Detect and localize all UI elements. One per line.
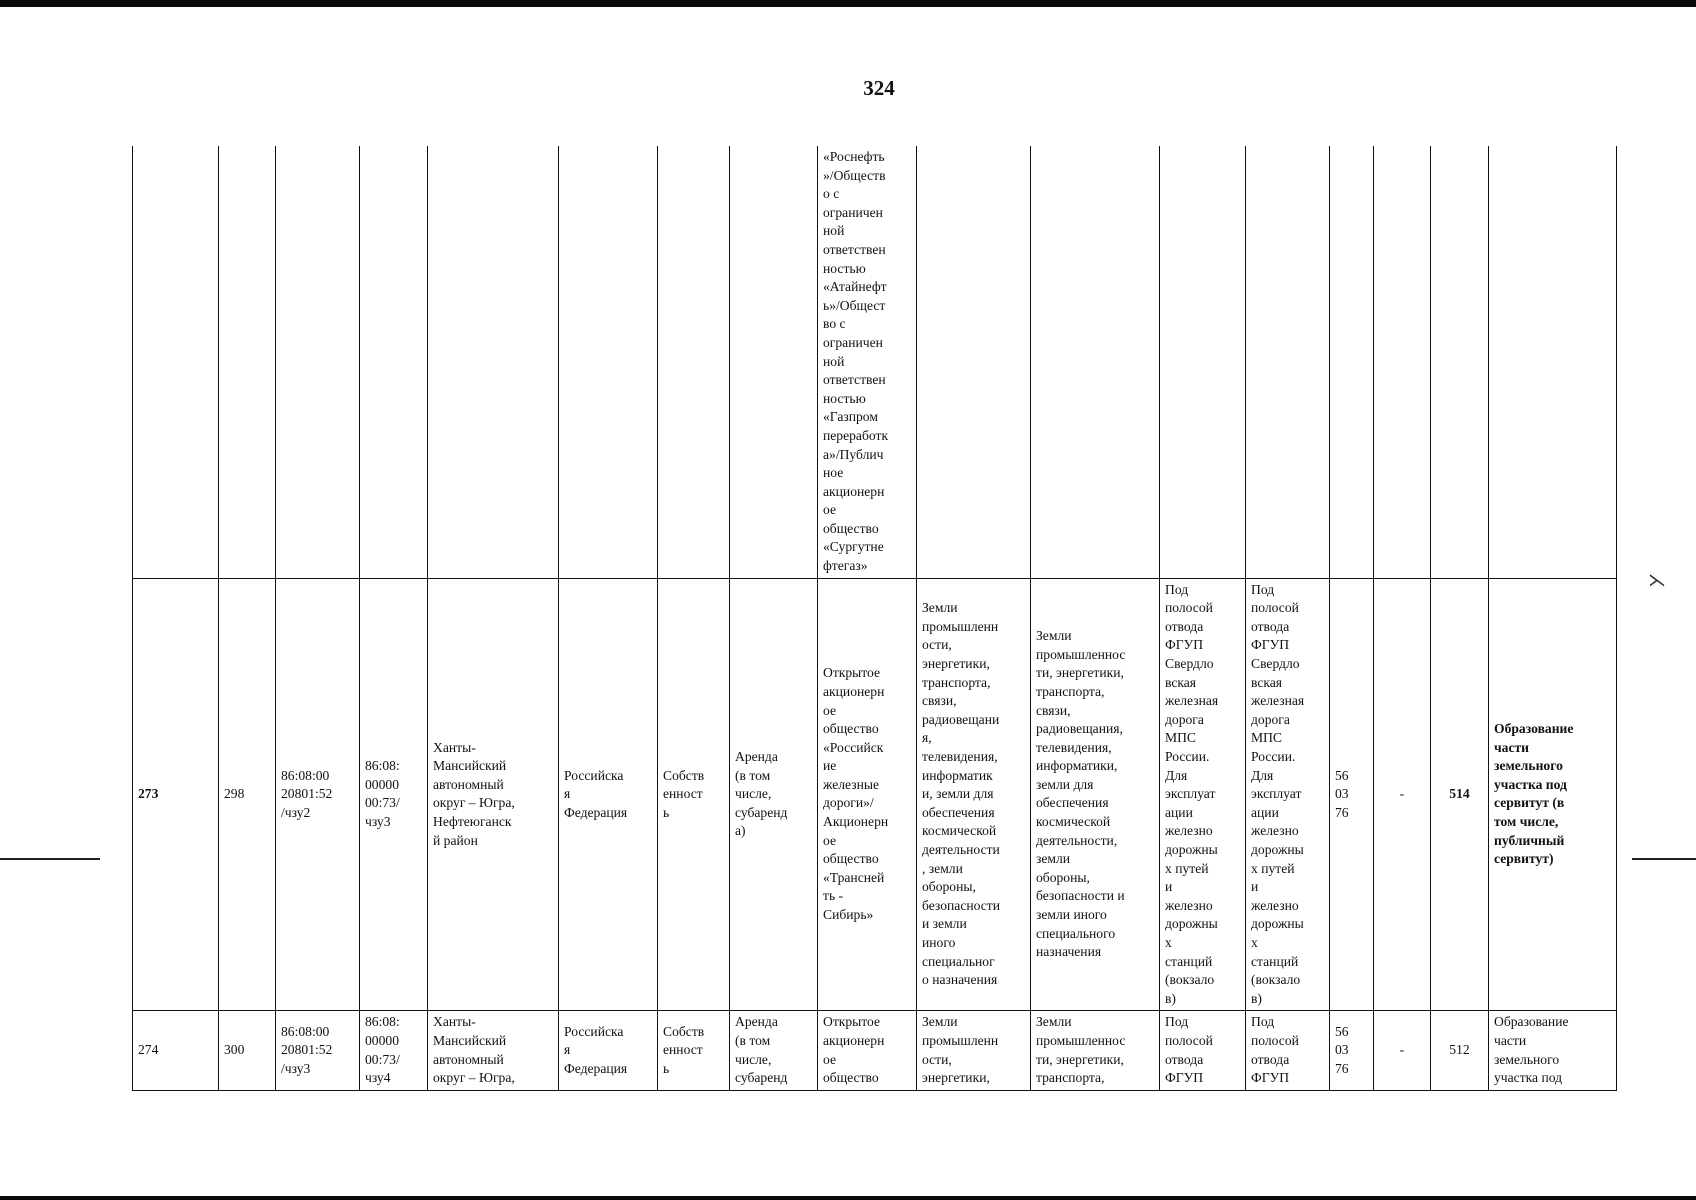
table-cell: Ханты- Мансийский автономный округ – Югра,: [428, 1011, 559, 1090]
table-cell: -: [1374, 1011, 1431, 1090]
table-cell: Российска я Федерация: [559, 578, 658, 1011]
table-cell: 86:08: 00000 00:73/ чзу4: [360, 1011, 428, 1090]
table-cell: 56 03 76: [1330, 1011, 1374, 1090]
table-cell: Российска я Федерация: [559, 1011, 658, 1090]
table-cell: Земли промышленнос ти, энергетики, транспорта, связи, радиовещания, телевидения, информатики, земли для обеспечения космической деятельности, земли обороны, безопасности и земли иного специального назначения: [1031, 578, 1160, 1011]
table-cell: Образование части земельного участка под: [1489, 1011, 1617, 1090]
table-cell: [1330, 146, 1374, 578]
table-row: [133, 1011, 1617, 1090]
table-cell: [1489, 146, 1617, 578]
table-cell: Собств енност ь: [658, 578, 730, 1011]
table-cell: Открытое акционерн ое общество: [818, 1011, 917, 1090]
table-cell: [917, 146, 1031, 578]
table-cell: [730, 146, 818, 578]
table-cell: [658, 146, 730, 578]
scan-cut-line-left: [0, 858, 100, 860]
table-cell: «Роснефть »/Обществ о с ограничен ной ответствен ностью «Атайнефт ь»/Общест во с ограничен ной ответствен ностью «Газпром переработк а»/Публич ное акционерн ое общество «Сургутне фтегаз»: [818, 146, 917, 578]
table-cell: [428, 146, 559, 578]
table-cell: 300: [219, 1011, 276, 1090]
row-number: 273: [133, 578, 219, 1011]
table-cell: Под полосой отвода ФГУП: [1246, 1011, 1330, 1090]
table-cell: Под полосой отвода ФГУП: [1160, 1011, 1246, 1090]
scan-bottom-border: [0, 1196, 1696, 1200]
row-number: 274: [133, 1011, 219, 1090]
table-cell: [559, 146, 658, 578]
table-cell: [133, 146, 219, 578]
table-cell: Земли промышленнос ти, энергетики, транспорта,: [1031, 1011, 1160, 1090]
table-cell: [1246, 146, 1330, 578]
table-cell: 298: [219, 578, 276, 1011]
table-cell: Образование части земельного участка под сервитут (в том числе, публичный сервитут): [1489, 578, 1617, 1011]
scan-cut-line-right: [1632, 858, 1696, 860]
table-cell: 86:08:00 20801:52 /чзу2: [276, 578, 360, 1011]
scan-top-border: [0, 0, 1696, 7]
table-cell: [1374, 146, 1431, 578]
table-cell: Аренда (в том числе, субаренд: [730, 1011, 818, 1090]
table-cell: Открытое акционерн ое общество «Российск ие железные дороги»/ Акционерн ое общество «Трансней ть - Сибирь»: [818, 578, 917, 1011]
table-cell: Земли промышленн ости, энергетики, транспорта, связи, радиовещани я, телевидения, информатик и, земли для обеспечения космической деятельности , земли обороны, безопасности и земли иного специальног о назначения: [917, 578, 1031, 1011]
land-register-table: [132, 146, 1617, 1091]
table-cell: [1031, 146, 1160, 578]
table-cell: Под полосой отвода ФГУП Свердло вская железная дорога МПС России. Для эксплуат ации железно дорожны х путей и железно дорожны х станций (вокзало в): [1160, 578, 1246, 1011]
table-cell: 56 03 76: [1330, 578, 1374, 1011]
table-cell: Аренда (в том числе, субаренд а): [730, 578, 818, 1011]
table-cell: Под полосой отвода ФГУП Свердло вская железная дорога МПС России. Для эксплуат ации железно дорожны х путей и железно дорожны х станций (вокзало в): [1246, 578, 1330, 1011]
table-cell: Ханты- Мансийский автономный округ – Югра, Нефтеюганск й район: [428, 578, 559, 1011]
table-cell: -: [1374, 578, 1431, 1011]
table-row: [133, 146, 1617, 578]
table-cell: 86:08:00 20801:52 /чзу3: [276, 1011, 360, 1090]
table-cell: [276, 146, 360, 578]
table-row: [133, 578, 1617, 1011]
table-cell: [360, 146, 428, 578]
table-cell: Земли промышленн ости, энергетики,: [917, 1011, 1031, 1090]
table-cell: 512: [1431, 1011, 1489, 1090]
table-cell: 86:08: 00000 00:73/ чзу3: [360, 578, 428, 1011]
table-cell: [1160, 146, 1246, 578]
page-number: 324: [863, 76, 895, 100]
scan-artifact-mark: ⋋: [1648, 570, 1666, 590]
table-cell: [219, 146, 276, 578]
table-cell: Собств енност ь: [658, 1011, 730, 1090]
table-cell: [1431, 146, 1489, 578]
table-cell: 514: [1431, 578, 1489, 1011]
